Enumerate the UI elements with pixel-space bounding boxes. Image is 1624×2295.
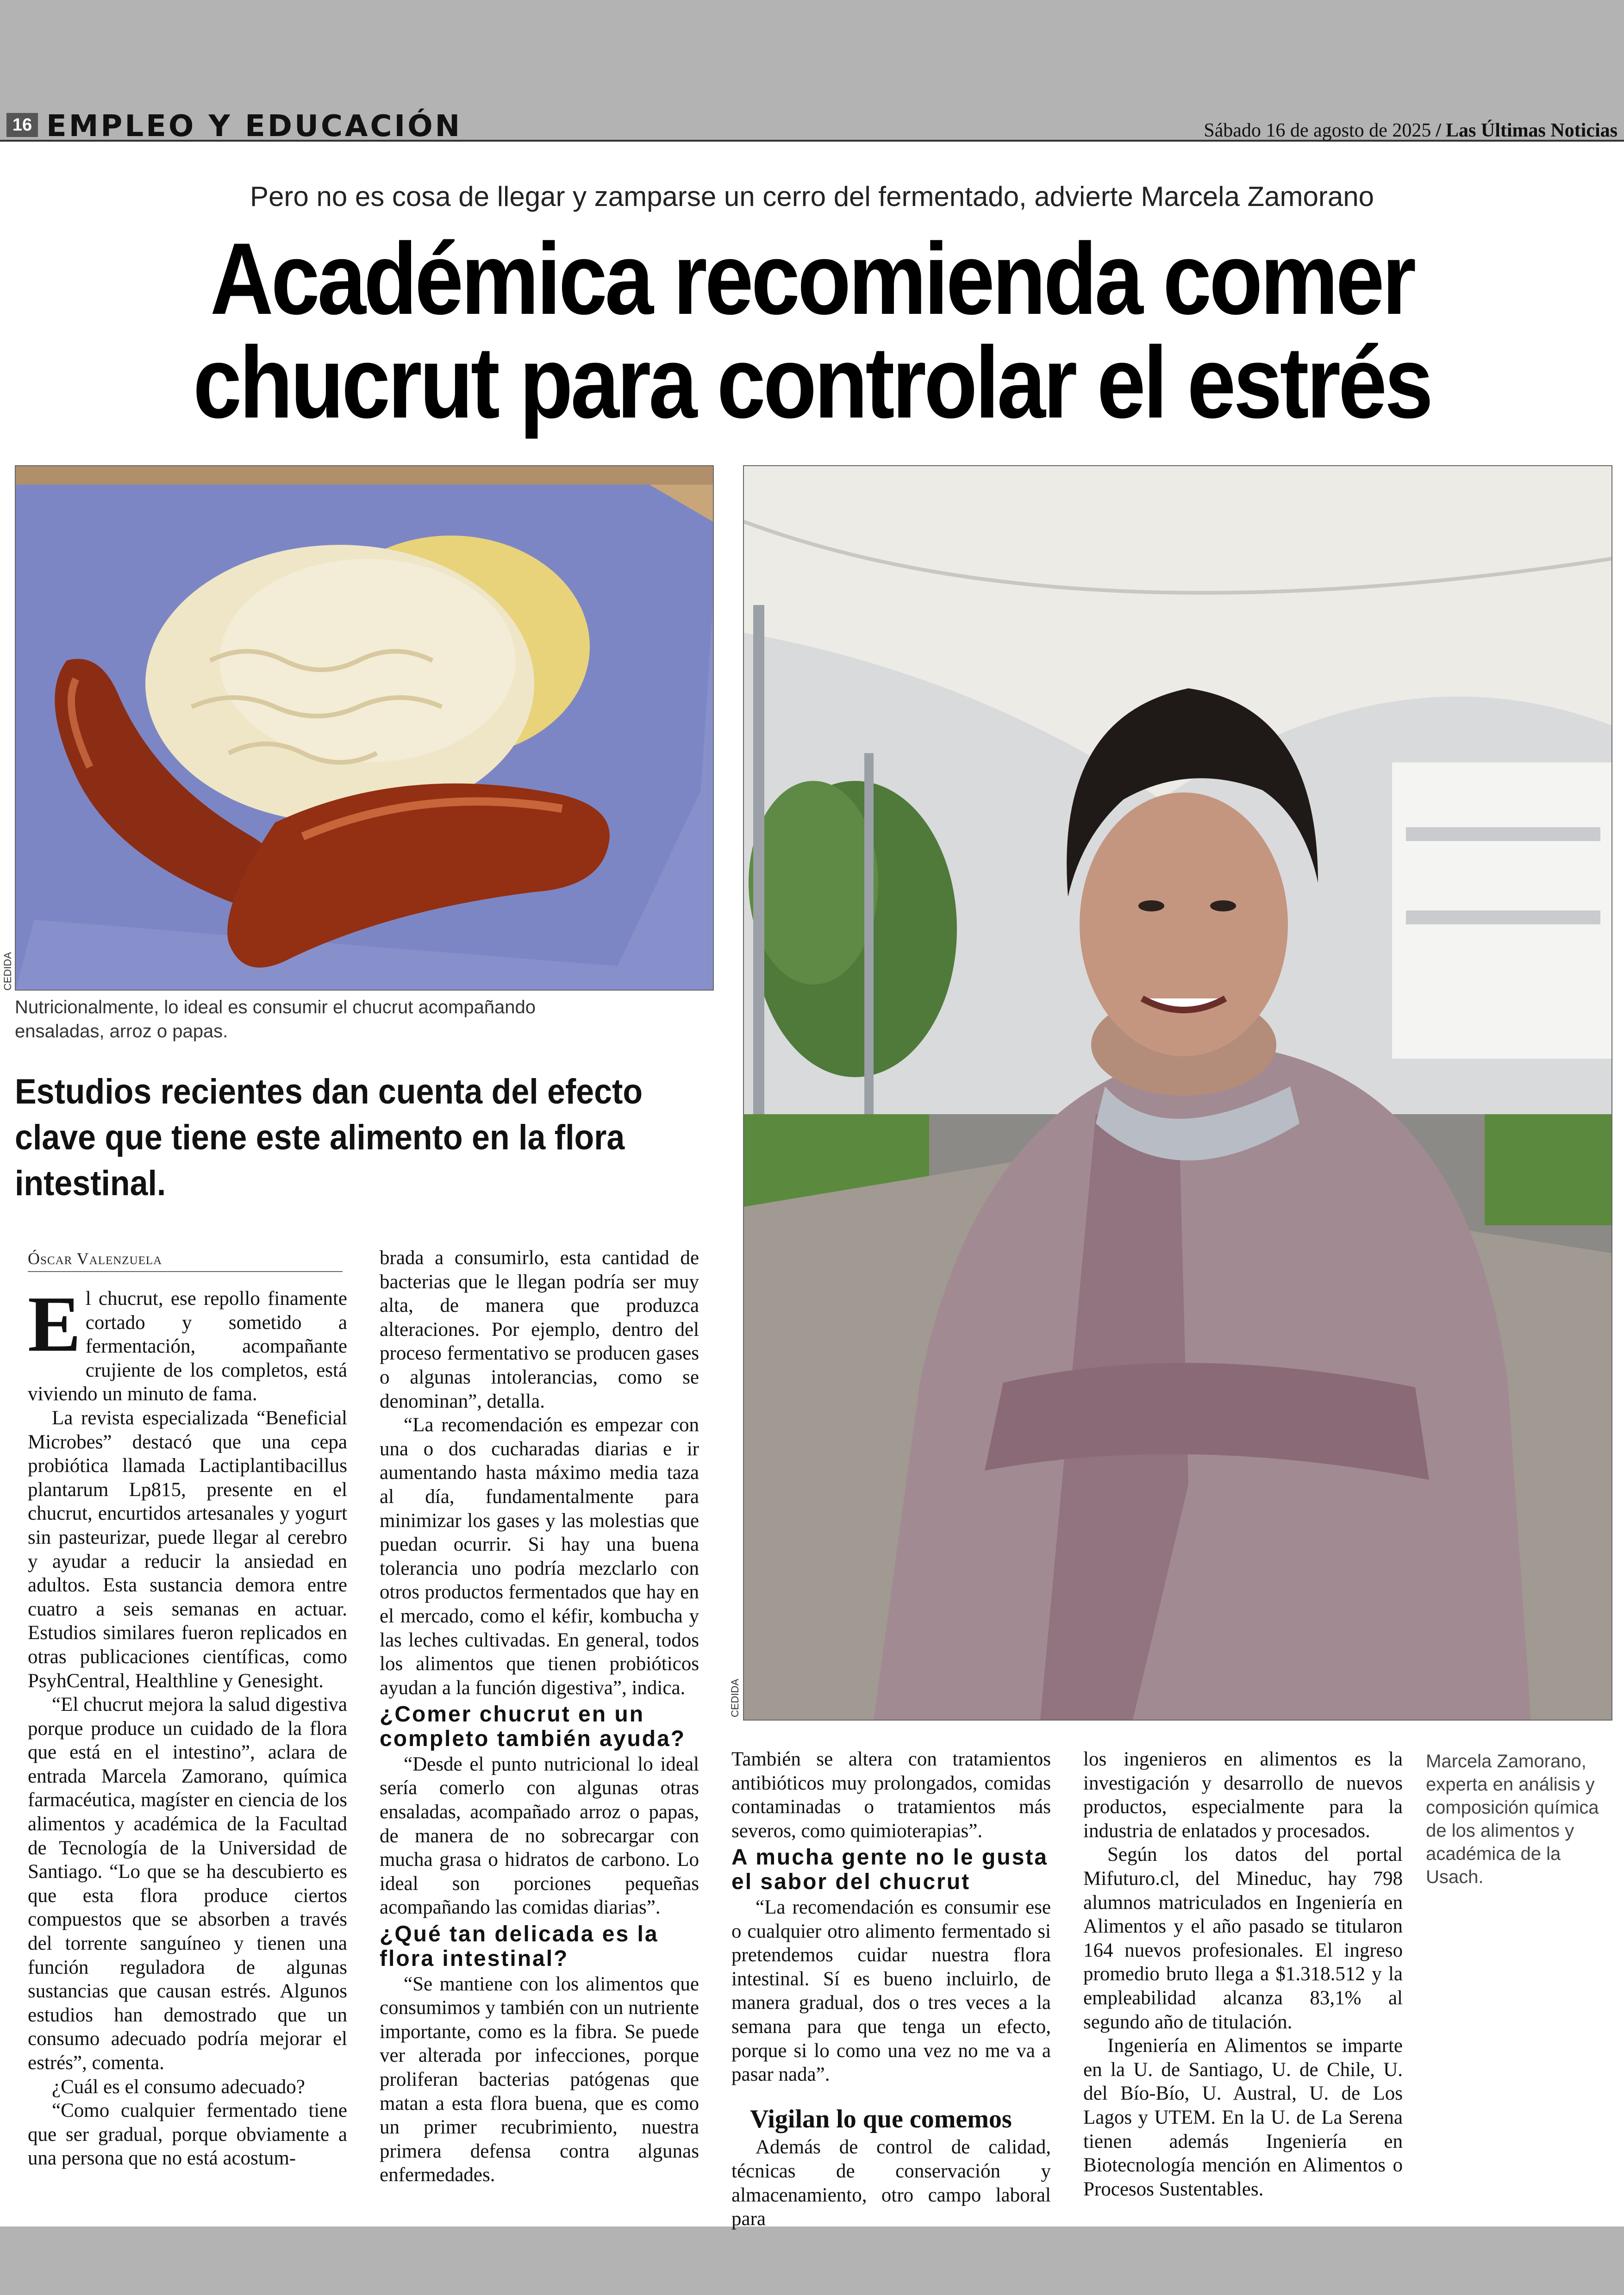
subhead: ¿Qué tan delicada es la flora intestinal? [380, 1922, 659, 1971]
body-column-1 [28, 1280, 347, 2170]
headline-line-2: chucrut para controlar el estrés [193, 325, 1431, 440]
article-headline [114, 222, 1511, 440]
body-paragraph: Según los datos del portal Mifuturo.cl, del Mineduc, hay 798 alumnos matriculados en Ingeniería en Alimentos y el año pasado se titularon 164 nuevos profesionales. El ingreso promedio bruto llega a $1.318.512 y la empleabilidad alcanza 83,1% al segundo año de titulación. [1083, 1844, 1403, 2033]
body-paragraph: “La recomendación es consumir ese o cualquier otro alimento fermentado si pretendemos cuidar nuestra flora intestinal. Sí es bueno incluirlo, de manera gradual, dos o tres veces a la semana para que tenga un efecto, porque si lo como una vez no me va a pasar nada”. [731, 1896, 1051, 2086]
photo-credit-2: CEDIDA [729, 1678, 741, 1717]
byline: Óscar Valenzuela [28, 1249, 343, 1272]
subhead: ¿Comer chucrut en un completo también ayuda? [380, 1702, 686, 1752]
body-paragraph: “Desde el punto nutricional lo ideal sería comerlo con algunas otras ensaladas, acompañado arroz o papas, de manera de no sobrecargar con mucha grasa o hidratos de carbono. Lo ideal son porciones pequeñas acompañando las comidas diarias”. [380, 1753, 699, 1919]
body-paragraph: “El chucrut mejora la salud digestiva porque produce un cuidado de la flora que está en el intestino”, aclara de entrada Marcela Zamorano, química farmacéutica, magíster en ciencia de los alimentos y académica de la Facultad de Tecnología de la Universidad de Santiago. “Lo que se ha descubierto es que esta flora produce ciertos compuestos que se absorben a través del torrente sanguíneo y tienen una función reguladora de algunas sustancias que causan estrés. Algunos estudios han demostrado que un consumo adecuado podría mejorar el estrés”, comenta. [28, 1694, 347, 2074]
photo-credit-1: CEDIDA [2, 952, 13, 991]
photo-caption-1: Nutricionalmente, lo ideal es consumir el chucrut acompañando ensaladas, arroz o papas. [15, 997, 536, 1041]
dateline [1204, 119, 1618, 142]
body-paragraph: “Como cualquier fermentado tiene que ser gradual, porque obviamente a una persona que no está acostum- [28, 2100, 347, 2170]
body-paragraph: La revista especializada “Beneficial Microbes” destacó que una cepa probiótica llamada Lactiplantibacillus plantarum Lp815, presente en el chucrut, encurtidos artesanales y yogurt sin pasteurizar, puede llegar al cerebro y ayudar a reducir la ansiedad en adultos. Esta sustancia demora entre cuatro a seis semanas en actuar. Estudios similares fueron replicados en otras publicaciones científicas, como PsyhCentral, Healthline y Genesight. [28, 1407, 347, 1692]
body-column-2 [380, 1246, 699, 2187]
body-paragraph: También se altera con tratamientos antibióticos muy prolongados, comidas contaminadas o tratamientos más severos, como quimioterapias”. [731, 1748, 1051, 1842]
section-subhead: Vigilan lo que comemos [750, 2104, 1012, 2133]
dropcap: E [28, 1280, 81, 1368]
chucrut-photo [15, 465, 714, 991]
article-deck: Estudios recientes dan cuenta del efecto clave que tiene este alimento en la flora intestinal. [15, 1072, 643, 1203]
page-number: 16 [6, 113, 38, 137]
question: ¿Cuál es el consumo adecuado? [52, 2076, 305, 2098]
issue-date: Sábado 16 de agosto de 2025 [1204, 120, 1431, 141]
body-paragraph: Además de control de calidad, técnicas de conservación y almacenamiento, otro campo laboral para [731, 2136, 1051, 2230]
body-paragraph: “La recomendación es empezar con una o dos cucharadas diarias e ir aumentando hasta máximo media taza al día, fundamentalmente para minimizar los gases y las molestias que puedan ocurrir. Si hay una buena tolerancia uno podría mezclarlo con otros productos fermentados que hay en el mercado, como el kéfir, kombucha y las leches cultivadas. En general, todos los alimentos que tienen probióticos ayudan a la función digestiva”, indica. [380, 1414, 699, 1699]
photo-caption-2: Marcela Zamorano, experta en análisis y composición química de los alimentos y académica de la Usach. [1426, 1751, 1599, 1887]
article-kicker: Pero no es cosa de llegar y zamparse un cerro del fermentado, advierte Marcela Zamorano [250, 181, 1374, 212]
headline-line-1: Académica recomienda comer [210, 222, 1414, 336]
body-column-3 [731, 1747, 1051, 2231]
body-paragraph: “Se mantiene con los alimentos que consumimos y también con un nutriente importante, como es la fibra. Se puede ver alterada por infecciones, porque proliferan bacterias patógenas que matan a esta flora buena, que es como un primer recubrimiento, nuestra primera defensa contra algunas enfermedades. [380, 1973, 699, 2186]
lead-text: l chucrut, ese repollo finamente cortado y sometido a fermentación, acompañante crujiente de los completos, está viviendo un minuto de fama. [28, 1288, 347, 1405]
body-paragraph: Ingeniería en Alimentos se imparte en la U. de Santiago, U. de Chile, U. del Bío-Bío, U. Austral, U. de Los Lagos y UTEM. En la U. de La Serena tienen además Ingeniería en Biotecnología mención en Alimentos o Procesos Sustentables. [1083, 2035, 1403, 2200]
lead-paragraph [28, 1280, 347, 1406]
newspaper-name: Las Últimas Noticias [1446, 120, 1618, 141]
body-paragraph: los ingenieros en alimentos es la investigación y desarrollo de nuevos productos, especialmente para la industria de enlatados y procesados. [1083, 1748, 1403, 1842]
body-column-4 [1083, 1747, 1403, 2201]
section-title: EMPLEO Y EDUCACIÓN [46, 109, 462, 143]
dateline-separator: / [1436, 120, 1441, 141]
body-paragraph: brada a consumirlo, esta cantidad de bacterias que le llegan podría ser muy alta, de manera que produzca alteraciones. Por ejemplo, dentro del proceso fermentativo se producen gases o algunas intolerancias, como se denominan”, detalla. [380, 1247, 699, 1412]
subhead: A mucha gente no le gusta el sabor del chucrut [731, 1845, 1048, 1895]
portrait-photo [743, 465, 1612, 1721]
